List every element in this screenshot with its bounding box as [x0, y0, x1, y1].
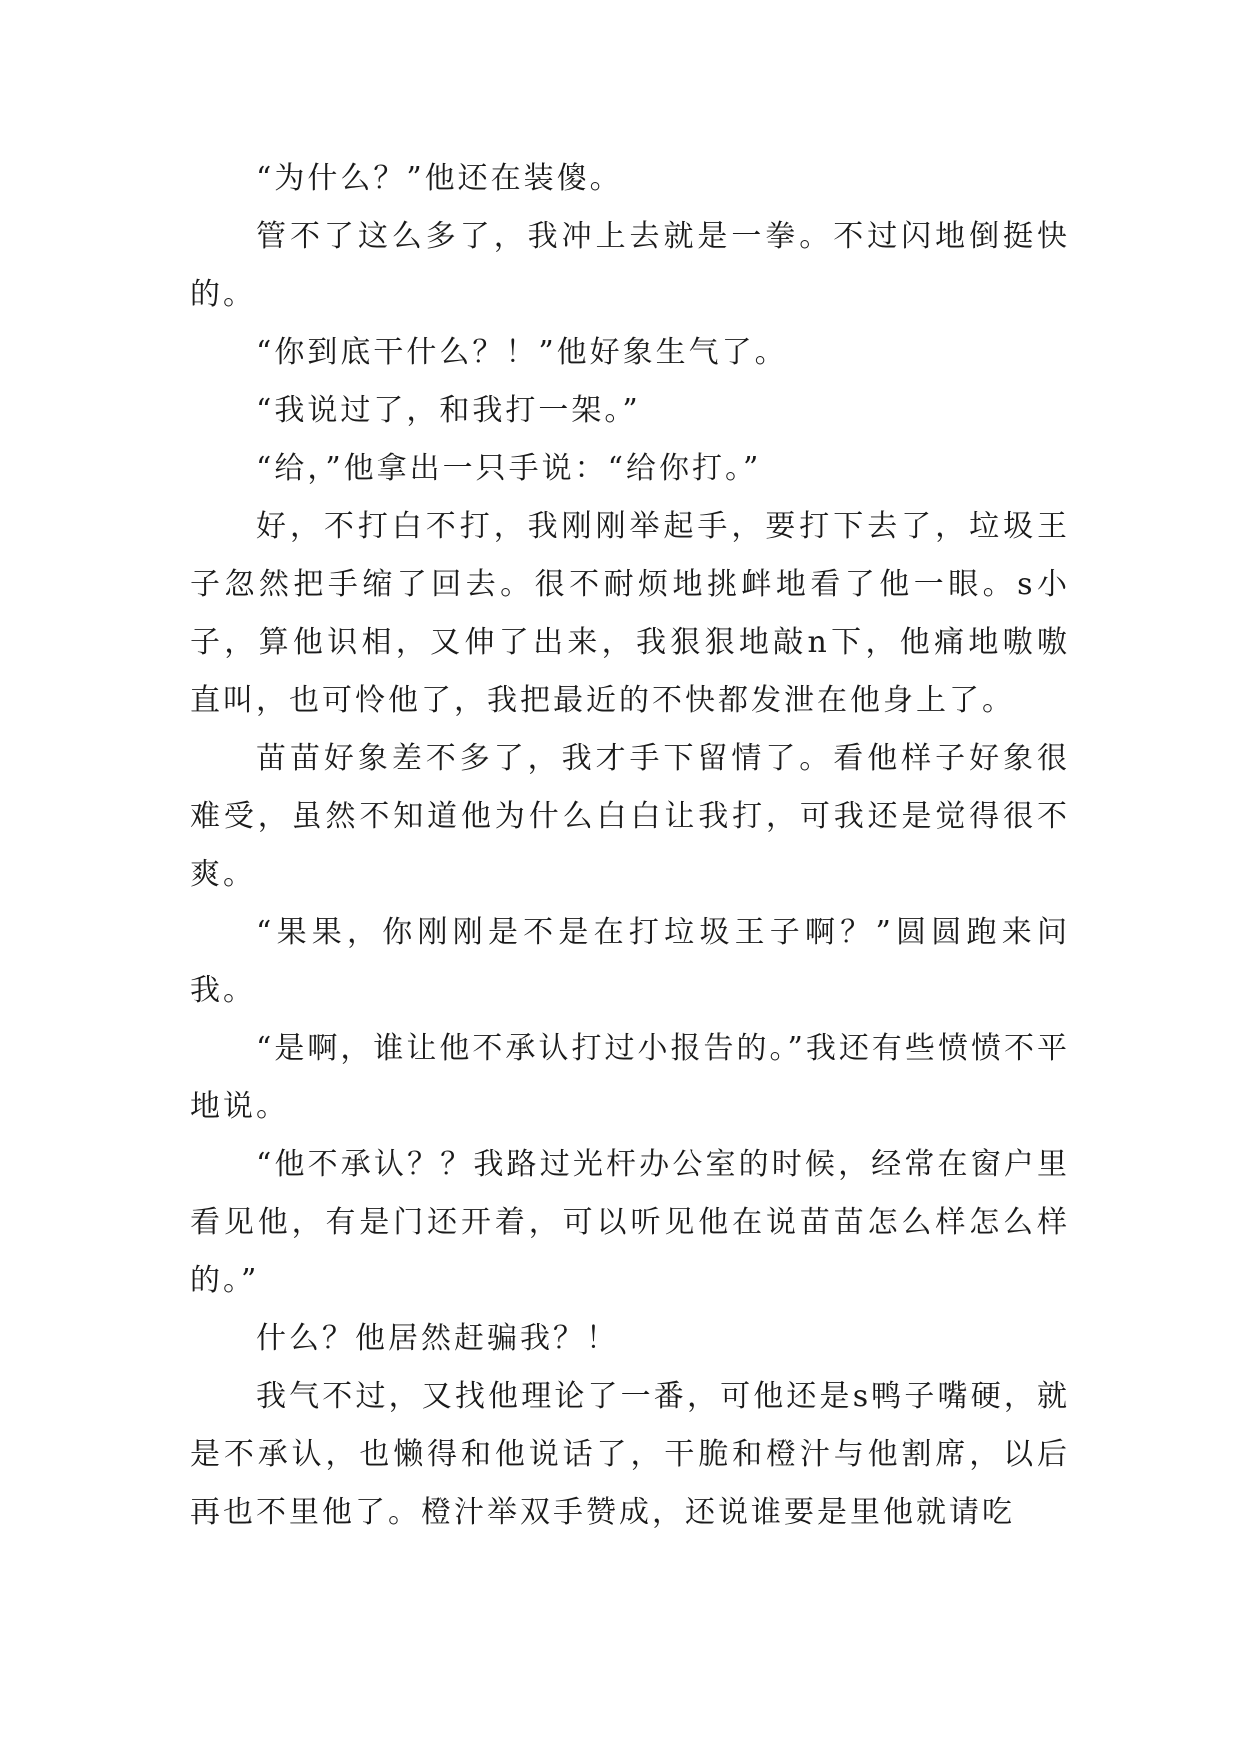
paragraph: 我气不过，又找他理论了一番，可他还是s鸭子嘴硬，就是不承认，也懒得和他说话了，干脆和橙汁与他割席，以后再也不里他了。橙汁举双手赞成，还说谁要是里他就请吃 [190, 1379, 1070, 1530]
paragraph: “你到底干什么？！”他好象生气了。 [256, 335, 788, 370]
document-body [190, 150, 1070, 1542]
paragraph: 苗苗好象差不多了，我才手下留情了。看他样子好象很难受，虽然不知道他为什么白白让我打，可我还是觉得很不爽。 [190, 741, 1070, 892]
paragraph: “果果，你刚刚是不是在打垃圾王子啊？”圆圆跑来问我。 [190, 915, 1070, 1008]
paragraph: “为什么？”他还在装傻。 [256, 161, 623, 196]
paragraph: “我说过了，和我打一架。” [256, 393, 641, 428]
paragraph: “给，”他拿出一只手说：“给你打。” [256, 451, 762, 486]
paragraph: 好，不打白不打，我刚刚举起手，要打下去了，垃圾王子忽然把手缩了回去。很不耐烦地挑衅地看了他一眼。s小子，算他识相，又伸了出来，我狠狠地敲n下，他痛地嗷嗷直叫，也可怜他了，我把最近的不快都发泄在他身上了。 [190, 509, 1070, 718]
paragraph: “是啊，谁让他不承认打过小报告的。”我还有些愤愤不平地说。 [190, 1031, 1070, 1124]
paragraph: “他不承认？？我路过光杆办公室的时候，经常在窗户里看见他，有是门还开着，可以听见他在说苗苗怎么样怎么样的。” [190, 1147, 1070, 1298]
paragraph: 管不了这么多了，我冲上去就是一拳。不过闪地倒挺快的。 [190, 219, 1070, 312]
paragraph: 什么？他居然赶骗我？！ [256, 1321, 619, 1356]
